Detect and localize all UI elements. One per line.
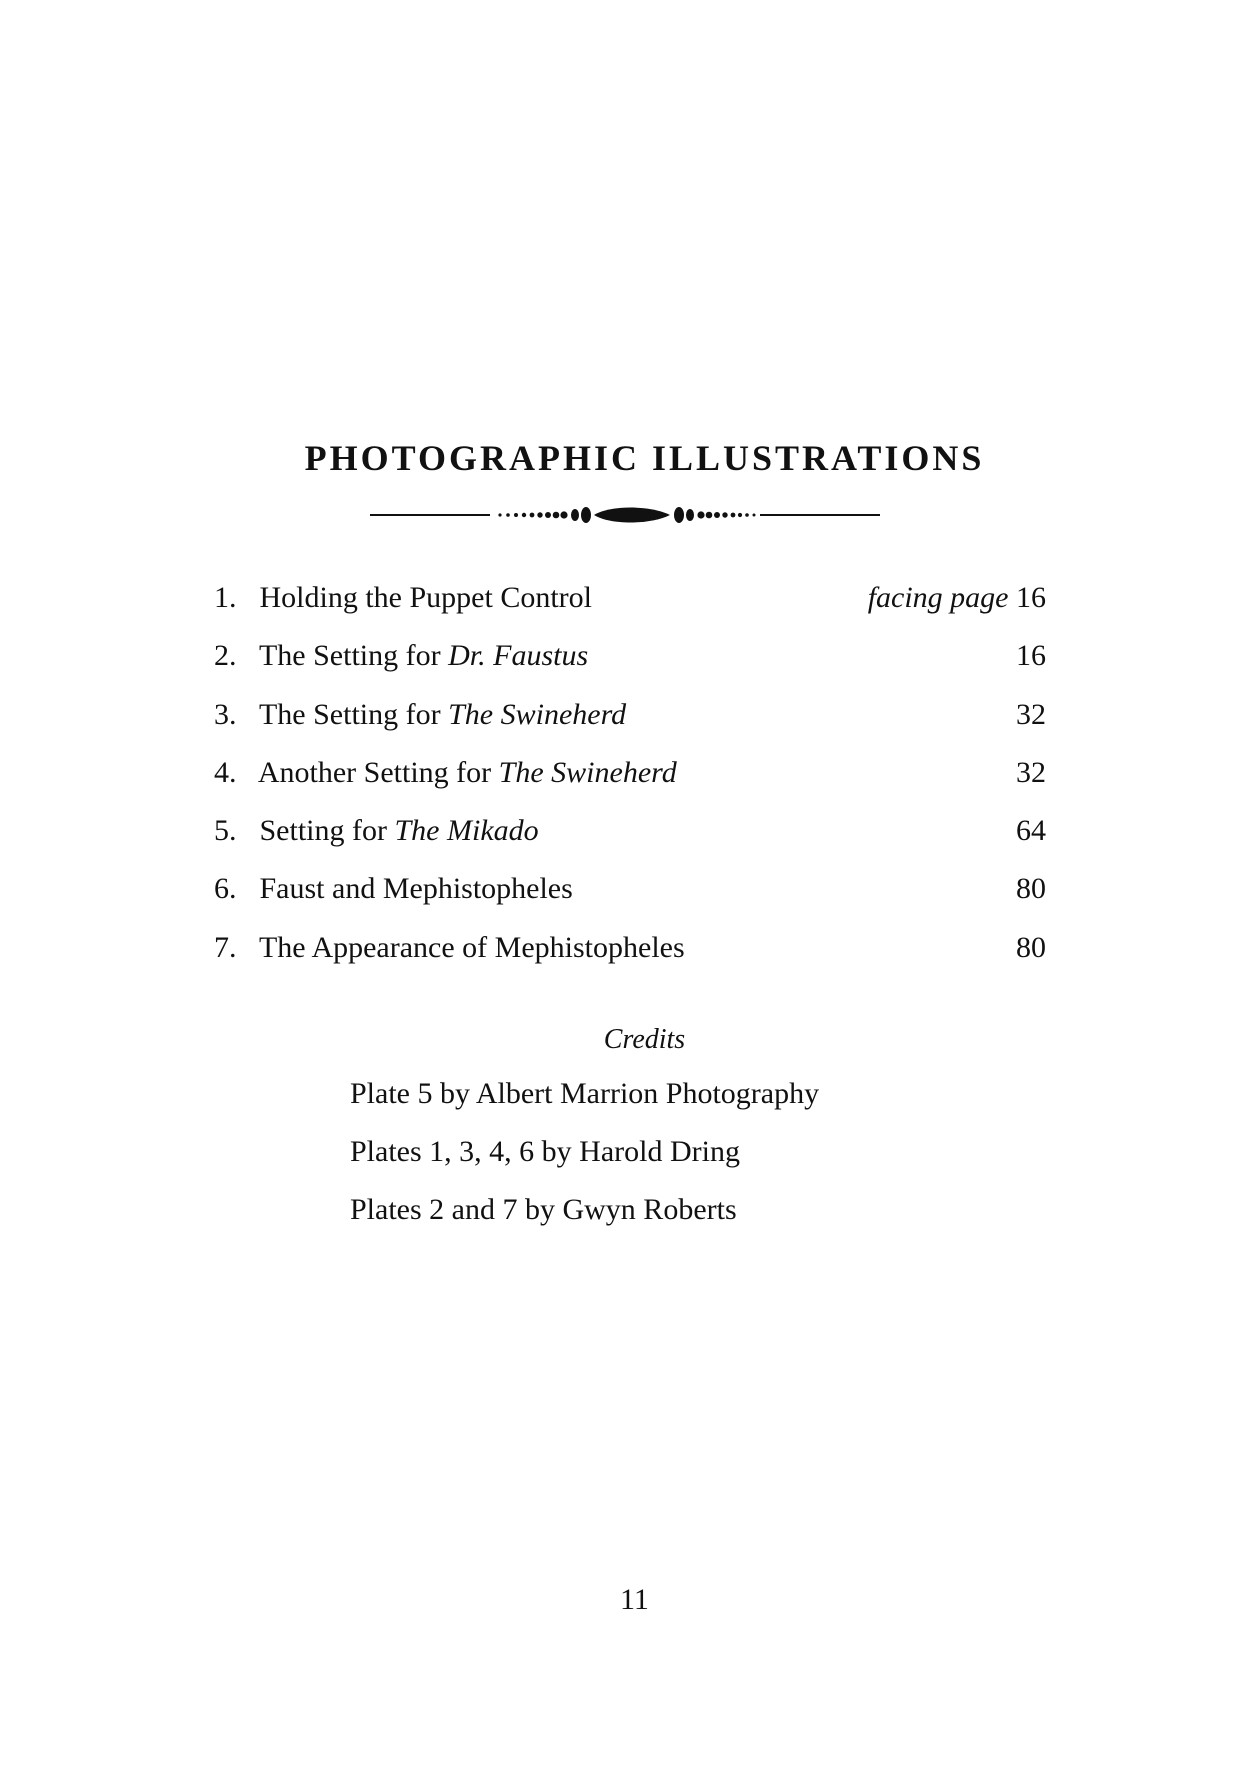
facing-page-label: facing page	[867, 581, 1009, 614]
item-number: 4.	[214, 755, 237, 789]
item-title: Holding the Puppet Control	[259, 581, 592, 614]
item-title: Setting for	[259, 814, 395, 848]
item-page	[1016, 636, 1046, 676]
item-number: 1.	[214, 581, 237, 614]
page-value: 80	[1016, 872, 1046, 906]
list-item	[214, 578, 1046, 636]
item-page	[1016, 811, 1046, 851]
item-title-italic: The Swineherd	[498, 755, 677, 789]
list-item	[214, 753, 1046, 811]
page-title: PHOTOGRAPHIC ILLUSTRATIONS	[304, 438, 985, 479]
list-item	[214, 636, 1046, 694]
item-title-italic: The Mikado	[394, 814, 539, 848]
item-title: The Setting for	[258, 697, 449, 731]
list-item	[214, 695, 1046, 753]
decorative-rule-ornament-icon	[370, 500, 880, 530]
item-title-italic: The Swineherd	[448, 697, 627, 731]
credit-line: Plates 1, 3, 4, 6 by Harold Dring	[350, 1135, 740, 1168]
page-value: 32	[1016, 755, 1046, 789]
item-number: 5.	[214, 814, 237, 848]
credit-line: Plates 2 and 7 by Gwyn Roberts	[350, 1193, 737, 1226]
credits-list	[350, 1074, 819, 1248]
page-value: 32	[1016, 697, 1046, 731]
item-page	[1016, 928, 1046, 968]
page-value: 64	[1016, 814, 1046, 848]
credits-heading: Credits	[603, 1024, 686, 1055]
item-page	[1016, 869, 1046, 909]
item-page	[1016, 695, 1046, 735]
item-number: 7.	[214, 930, 237, 964]
item-title: Another Setting for	[257, 755, 499, 789]
list-item	[214, 811, 1046, 869]
item-number: 2.	[214, 639, 237, 673]
item-page	[868, 578, 1046, 618]
page-value: 80	[1016, 930, 1046, 964]
item-number: 3.	[214, 697, 237, 731]
page-value: 16	[1016, 581, 1046, 614]
item-page	[1016, 753, 1046, 793]
list-item	[214, 869, 1046, 927]
item-title: The Appearance of Mephistopheles	[258, 930, 685, 964]
page-number: 11	[620, 1583, 649, 1616]
item-title: The Setting for	[258, 639, 449, 673]
item-title-italic: Dr. Faustus	[448, 639, 589, 673]
illustration-list	[214, 578, 1046, 986]
item-number: 6.	[214, 872, 237, 906]
page-value: 16	[1016, 639, 1046, 673]
item-title: Faust and Mephistopheles	[259, 872, 573, 906]
credit-line: Plate 5 by Albert Marrion Photography	[350, 1077, 820, 1110]
list-item	[214, 928, 1046, 986]
